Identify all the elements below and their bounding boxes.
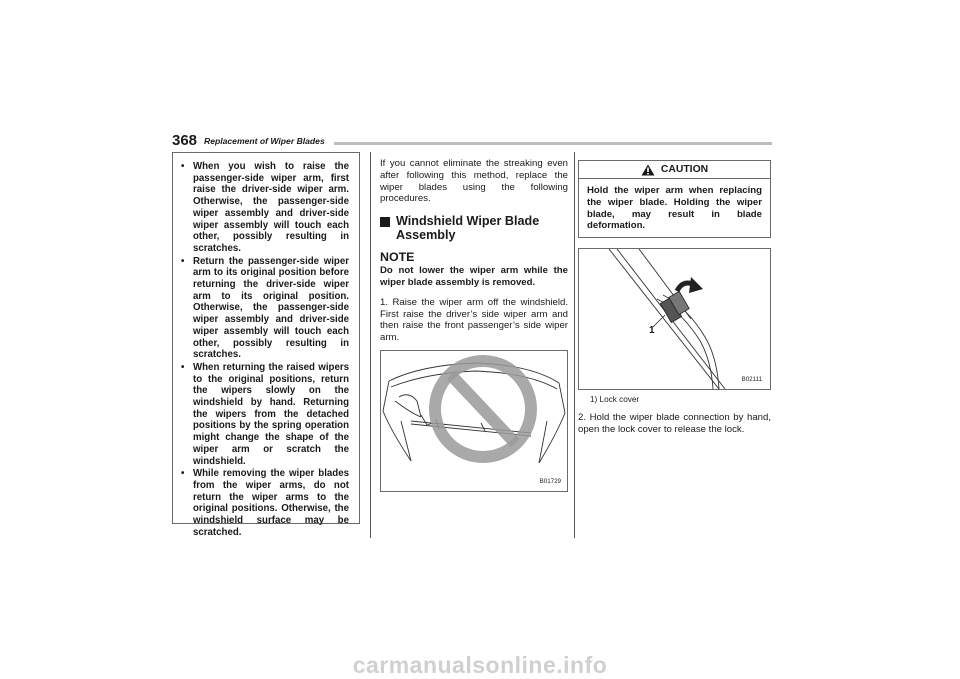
caution-title: CAUTION: [660, 164, 709, 175]
page-title: Replacement of Wiper Blades: [204, 136, 325, 146]
column-divider-right: [574, 152, 575, 538]
warning-item: • When returning the raised wipers to the original positions, return the wipers slowly on the windshield by hand. Returning the wipers from the detached positions by the spring operation might change the shape of the wiper arm or scratch the windshield.: [181, 361, 349, 467]
note-body: Do not lower the wiper arm while the wiper blade assembly is removed.: [380, 265, 568, 288]
middle-column: [380, 158, 568, 344]
warning-item: • When you wish to raise the passenger-side wiper arm, first raise the driver-side wiper arm. Otherwise, the passenger-side wiper assembly and driver-side wiper assembly will touch each other, possibly resulting in scratches.: [181, 161, 349, 254]
intro-paragraph: If you cannot eliminate the streaking even after following this method, replace the wiper blades using the following procedures.: [380, 158, 568, 205]
watermark: carmanualsonline.info: [352, 652, 608, 678]
page-number: 368: [172, 132, 198, 149]
warning-item: • While removing the wiper blades from the wiper arms, do not return the wiper arms to the original positions. Otherwise, the windshield surface may be scratched.: [181, 468, 349, 538]
page-header: [172, 133, 772, 149]
caution-box: [578, 160, 771, 238]
caution-body: Hold the wiper arm when replacing the wiper blade. Holding the wiper blade, may result in blade deformation.: [587, 185, 762, 232]
figure-code: B02111: [741, 376, 762, 383]
bullet: •: [181, 161, 185, 172]
lock-cover-illustration: [579, 249, 770, 389]
warning-triangle-icon: [641, 164, 655, 176]
wiper-raise-illustration: [381, 351, 567, 491]
section-heading-text: Windshield Wiper Blade Assembly: [396, 214, 540, 242]
column-divider-left: [370, 152, 371, 538]
header-rule: [334, 142, 772, 145]
prohibition-icon: [435, 361, 531, 457]
figure-caption: 1) Lock cover: [590, 395, 640, 404]
bullet: •: [181, 255, 185, 267]
callout-label: 1: [649, 325, 655, 336]
figure-code: B01729: [539, 478, 561, 485]
figure-wiper-prohibited: [380, 350, 568, 492]
bullet: •: [181, 361, 185, 373]
figure-lock-cover: [578, 248, 771, 390]
section-heading: [380, 215, 568, 242]
square-bullet-icon: [380, 217, 390, 227]
step-1: 1. Raise the wiper arm off the windshield. First raise the driver’s side wiper arm and then raise the front passenger’s side wiper arm.: [380, 296, 568, 344]
note-title: NOTE: [380, 250, 415, 265]
warning-item: • Return the passenger-side wiper arm to its original position before returning the driver-side wiper arm to its original position. Otherwise, the passenger-side wiper assembly and driver-side wiper assembly will touch each other, possibly resulting in scratches.: [181, 255, 349, 361]
bullet: •: [181, 468, 185, 480]
warning-box: [172, 152, 360, 538]
caution-header: [579, 161, 770, 179]
step-2: 2. Hold the wiper blade connection by hand, open the lock cover to release the lock.: [578, 412, 771, 435]
warning-list: [173, 153, 359, 539]
